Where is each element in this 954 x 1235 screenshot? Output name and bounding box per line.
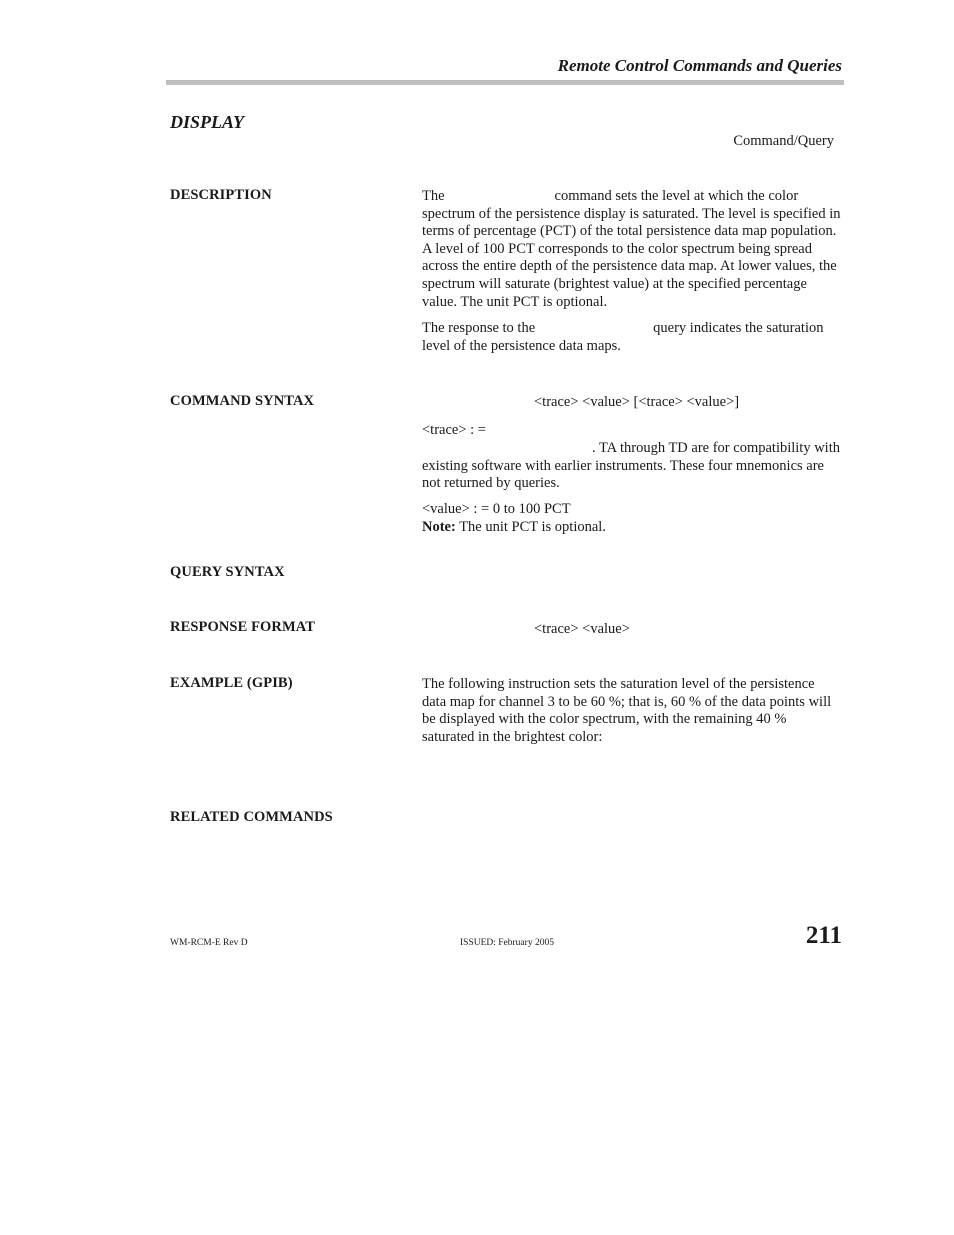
footer-issued: ISSUED: February 2005 [460,938,554,948]
trace-def: <trace> : = [422,422,486,438]
note-text: The unit PCT is optional. [459,518,606,535]
trace-note [422,440,842,493]
page-number: 211 [805,922,842,949]
label-example: EXAMPLE (GPIB) [170,675,293,691]
label-command-syntax: COMMAND SYNTAX [170,393,315,409]
footer-doc-id: WM-RCM-E Rev D [170,938,248,948]
label-response-format: RESPONSE FORMAT [170,619,316,635]
note-label: Note: [422,518,456,535]
description-p2-rest: query indicates the saturation level of the persistence data maps. [422,320,824,354]
value-definition [422,501,842,536]
label-related-commands: RELATED COMMANDS [170,809,333,825]
description-p2-lead: The response to the [422,320,536,337]
description-p1-rest: command sets the level at which the color spectrum of the persistence display is saturated. The level is specified in terms of percentage (PCT) of the total persistence data map population. A level of 100 PCT corresponds to the color spectrum being spread across the entire depth of the persistence data map. At lower values, the spectrum will saturate (brightest value) at the specified percentage value. The unit PCT is optional. [422,188,841,310]
trace-definition [422,422,842,440]
section-title: DISPLAY [170,112,245,132]
value-def: <value> : = 0 to 100 PCT [422,501,571,517]
value-note [422,519,842,537]
description-paragraph-1 [422,188,842,311]
label-description: DESCRIPTION [170,187,272,203]
command-type: Command/Query [733,133,834,149]
example-text: The following instruction sets the saturation level of the persistence data map for channel 3 to be 60 %; that is, 60 % of the data points will be displayed with the color spectrum, with the remaining 40 % saturated in the brightest color: [422,676,832,745]
label-query-syntax: QUERY SYNTAX [170,564,285,580]
header-title: Remote Control Commands and Queries [557,56,842,75]
response-format-line: <trace> <value> [534,621,630,637]
description-p1-lead: The [422,188,445,204]
description-text [422,188,842,355]
command-syntax-line: <trace> <value> [<trace> <value>] [534,394,740,410]
description-paragraph-2 [422,320,842,355]
header-rule [166,80,844,85]
trace-note-text: . TA through TD are for compatibility with existing software with earlier instruments. These four mnemonics are not returned by queries. [422,440,840,492]
